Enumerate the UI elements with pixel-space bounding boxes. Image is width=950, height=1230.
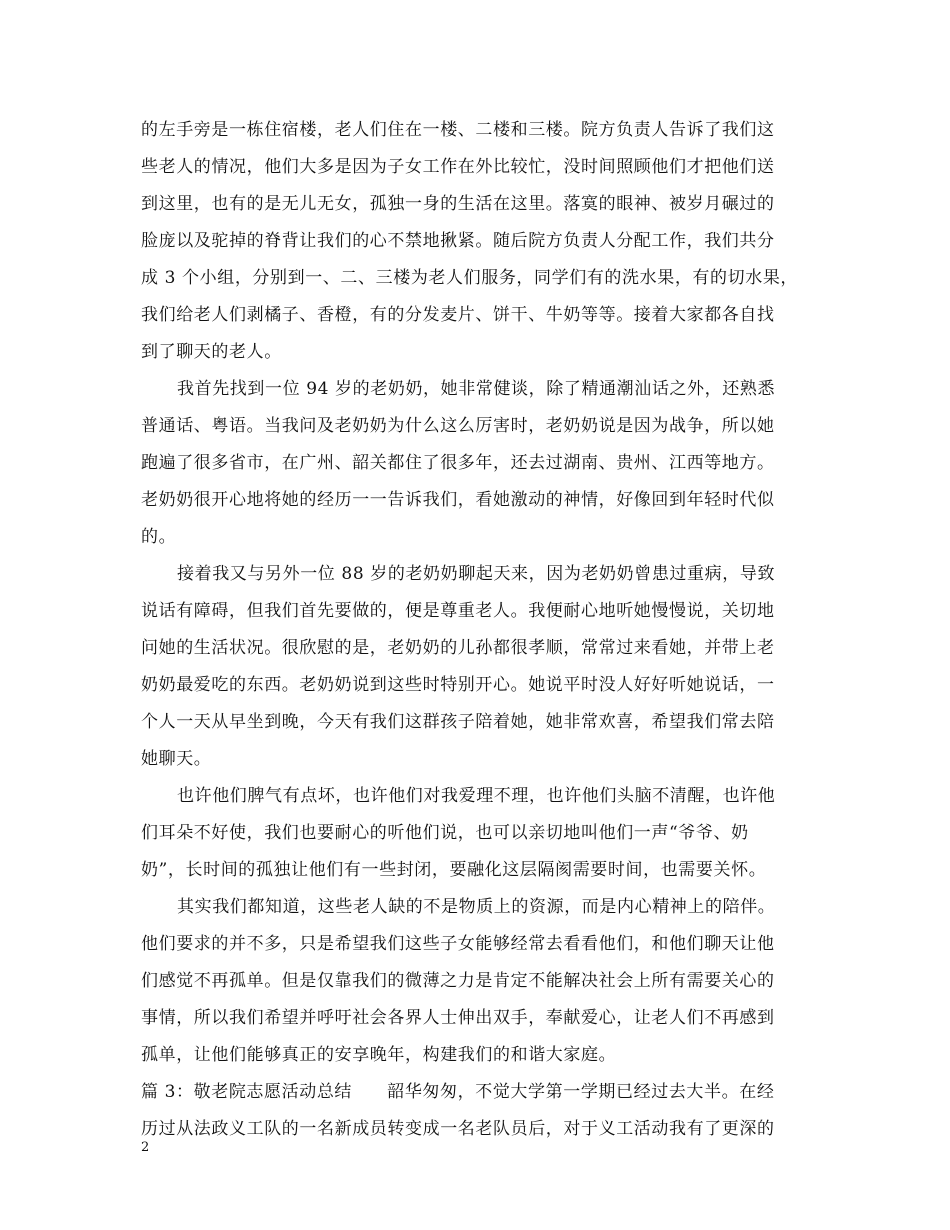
text-line: 奶奶最爱吃的东西。老奶奶说到这些时特别开心。她说平时没人好好听她说话，一	[141, 675, 775, 695]
text-line: 的左手旁是一栋住宿楼，老人们住在一楼、二楼和三楼。院方负责人告诉了我们这	[141, 120, 775, 140]
text-line: 她聊天。	[141, 749, 212, 769]
text-line: 脸庞以及驼掉的脊背让我们的心不禁地揪紧。随后院方负责人分配工作，我们共分	[141, 231, 775, 251]
text-line: 问她的生活状况。很欣慰的是，老奶奶的儿孙都很孝顺，常常过来看她，并带上老	[141, 638, 775, 658]
text-line: 到了聊天的老人。	[141, 342, 282, 362]
text-line: 的。	[141, 527, 177, 547]
paragraph-first-line: 也许他们脾气有点坏，也许他们对我爱理不理，也许他们头脑不清醒，也许他	[177, 786, 776, 806]
section-heading-line: 篇 3：敬老院志愿活动总结 韶华匆匆，不觉大学第一学期已经过去大半。在经	[141, 1082, 775, 1102]
text-line: 成 3 个小组，分别到一、二、三楼为老人们服务，同学们有的洗水果，有的切水果，	[141, 268, 799, 288]
page-number: 2	[141, 1140, 150, 1155]
text-line: 他们要求的并不多，只是希望我们这些子女能够经常去看看他们，和他们聊天让他	[141, 934, 775, 954]
paragraph-first-line: 接着我又与另外一位 88 岁的老奶奶聊起天来，因为老奶奶曾患过重病，导致	[177, 564, 776, 584]
text-line: 跑遍了很多省市，在广州、韶关都住了很多年，还去过湖南、贵州、江西等地方。	[141, 453, 775, 473]
text-line: 奶”，长时间的孤独让他们有一些封闭，要融化这层隔阂需要时间，也需要关怀。	[141, 860, 767, 880]
text-line: 们耳朵不好使，我们也要耐心的听他们说，也可以亲切地叫他们一声“爷爷、奶	[141, 823, 749, 843]
text-line: 们感觉不再孤单。但是仅靠我们的微薄之力是肯定不能解决社会上所有需要关心的	[141, 971, 775, 991]
paragraph-first-line: 其实我们都知道，这些老人缺的不是物质上的资源，而是内心精神上的陪伴。	[177, 897, 776, 917]
text-line: 老奶奶很开心地将她的经历一一告诉我们，看她激动的神情，好像回到年轻时代似	[141, 490, 775, 510]
text-line: 历过从法政义工队的一名新成员转变成一名老队员后，对于义工活动我有了更深的	[141, 1119, 775, 1139]
text-line: 事情，所以我们希望并呼吁社会各界人士伸出双手，奉献爱心，让老人们不再感到	[141, 1008, 775, 1028]
text-line: 我们给老人们剥橘子、香橙，有的分发麦片、饼干、牛奶等等。接着大家都各自找	[141, 305, 775, 325]
text-line: 孤单，让他们能够真正的安享晚年，构建我们的和谐大家庭。	[141, 1045, 617, 1065]
document-body	[141, 112, 821, 1148]
text-line: 说话有障碍，但我们首先要做的，便是尊重老人。我便耐心地听她慢慢说，关切地	[141, 601, 775, 621]
text-line: 个人一天从早坐到晚，今天有我们这群孩子陪着她，她非常欢喜，希望我们常去陪	[141, 712, 775, 732]
text-line: 些老人的情况，他们大多是因为子女工作在外比较忙，没时间照顾他们才把他们送	[141, 157, 775, 177]
text-line: 到这里，也有的是无儿无女，孤独一身的生活在这里。落寞的眼神、被岁月碾过的	[141, 194, 775, 214]
paragraph-first-line: 我首先找到一位 94 岁的老奶奶，她非常健谈，除了精通潮汕话之外，还熟悉	[177, 379, 776, 399]
text-line: 普通话、粤语。当我问及老奶奶为什么这么厉害时，老奶奶说是因为战争，所以她	[141, 416, 775, 436]
